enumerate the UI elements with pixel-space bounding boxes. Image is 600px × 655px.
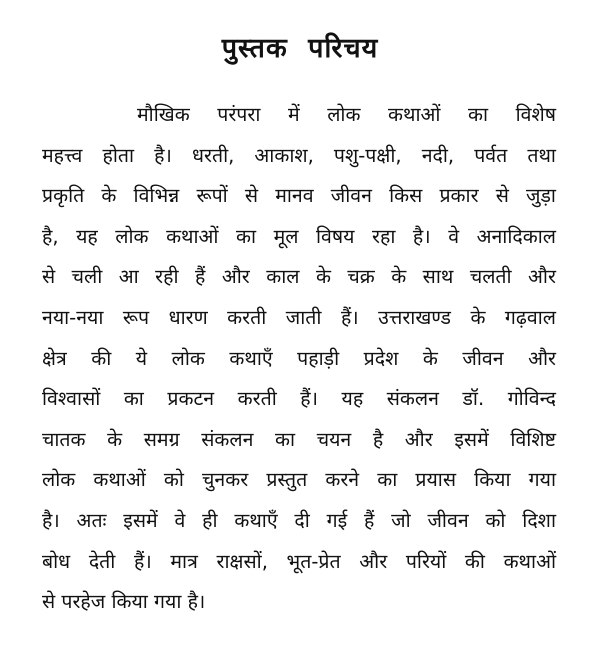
intro-paragraph bbox=[42, 95, 556, 623]
text-line: से चली आ रही हैं और काल के चक्र के साथ चलती और bbox=[42, 265, 556, 289]
text-line: नया-नया रूप धारण करती जाती हैं। उत्तराखण्ड के गढ़वाल bbox=[42, 305, 556, 329]
text-line: मौखिक परंपरा में लोक कथाओं का विशेष bbox=[137, 103, 556, 126]
text-line: है। अतः इसमें वे ही कथाएँ दी गई हैं जो जीवन को दिशा bbox=[42, 508, 556, 532]
text-line: विश्वासों का प्रकटन करती हैं। यह संकलन डॉ. गोविन्द bbox=[42, 387, 556, 411]
text-line: है, यह लोक कथाओं का मूल विषय रहा है। वे अनादिकाल bbox=[42, 224, 556, 248]
text-line: महत्त्व होता है। धरती, आकाश, पशु-पक्षी, नदी, पर्वत तथा bbox=[42, 143, 556, 167]
text-line: क्षेत्र की ये लोक कथाएँ पहाड़ी प्रदेश के जीवन और bbox=[42, 346, 556, 370]
text-line: से परहेज किया गया है। bbox=[42, 590, 206, 614]
page-title: पुस्तक परिचय bbox=[221, 33, 379, 64]
text-line: चातक के समग्र संकलन का चयन है और इसमें विशिष्ट bbox=[42, 427, 556, 451]
text-line: लोक कथाओं को चुनकर प्रस्तुत करने का प्रयास किया गया bbox=[42, 468, 556, 492]
text-line: बोध देती हैं। मात्र राक्षसों, भूत-प्रेत और परियों की कथाओं bbox=[42, 549, 556, 573]
text-line: प्रकृति के विभिन्न रूपों से मानव जीवन किस प्रकार से जुड़ा bbox=[42, 184, 556, 208]
